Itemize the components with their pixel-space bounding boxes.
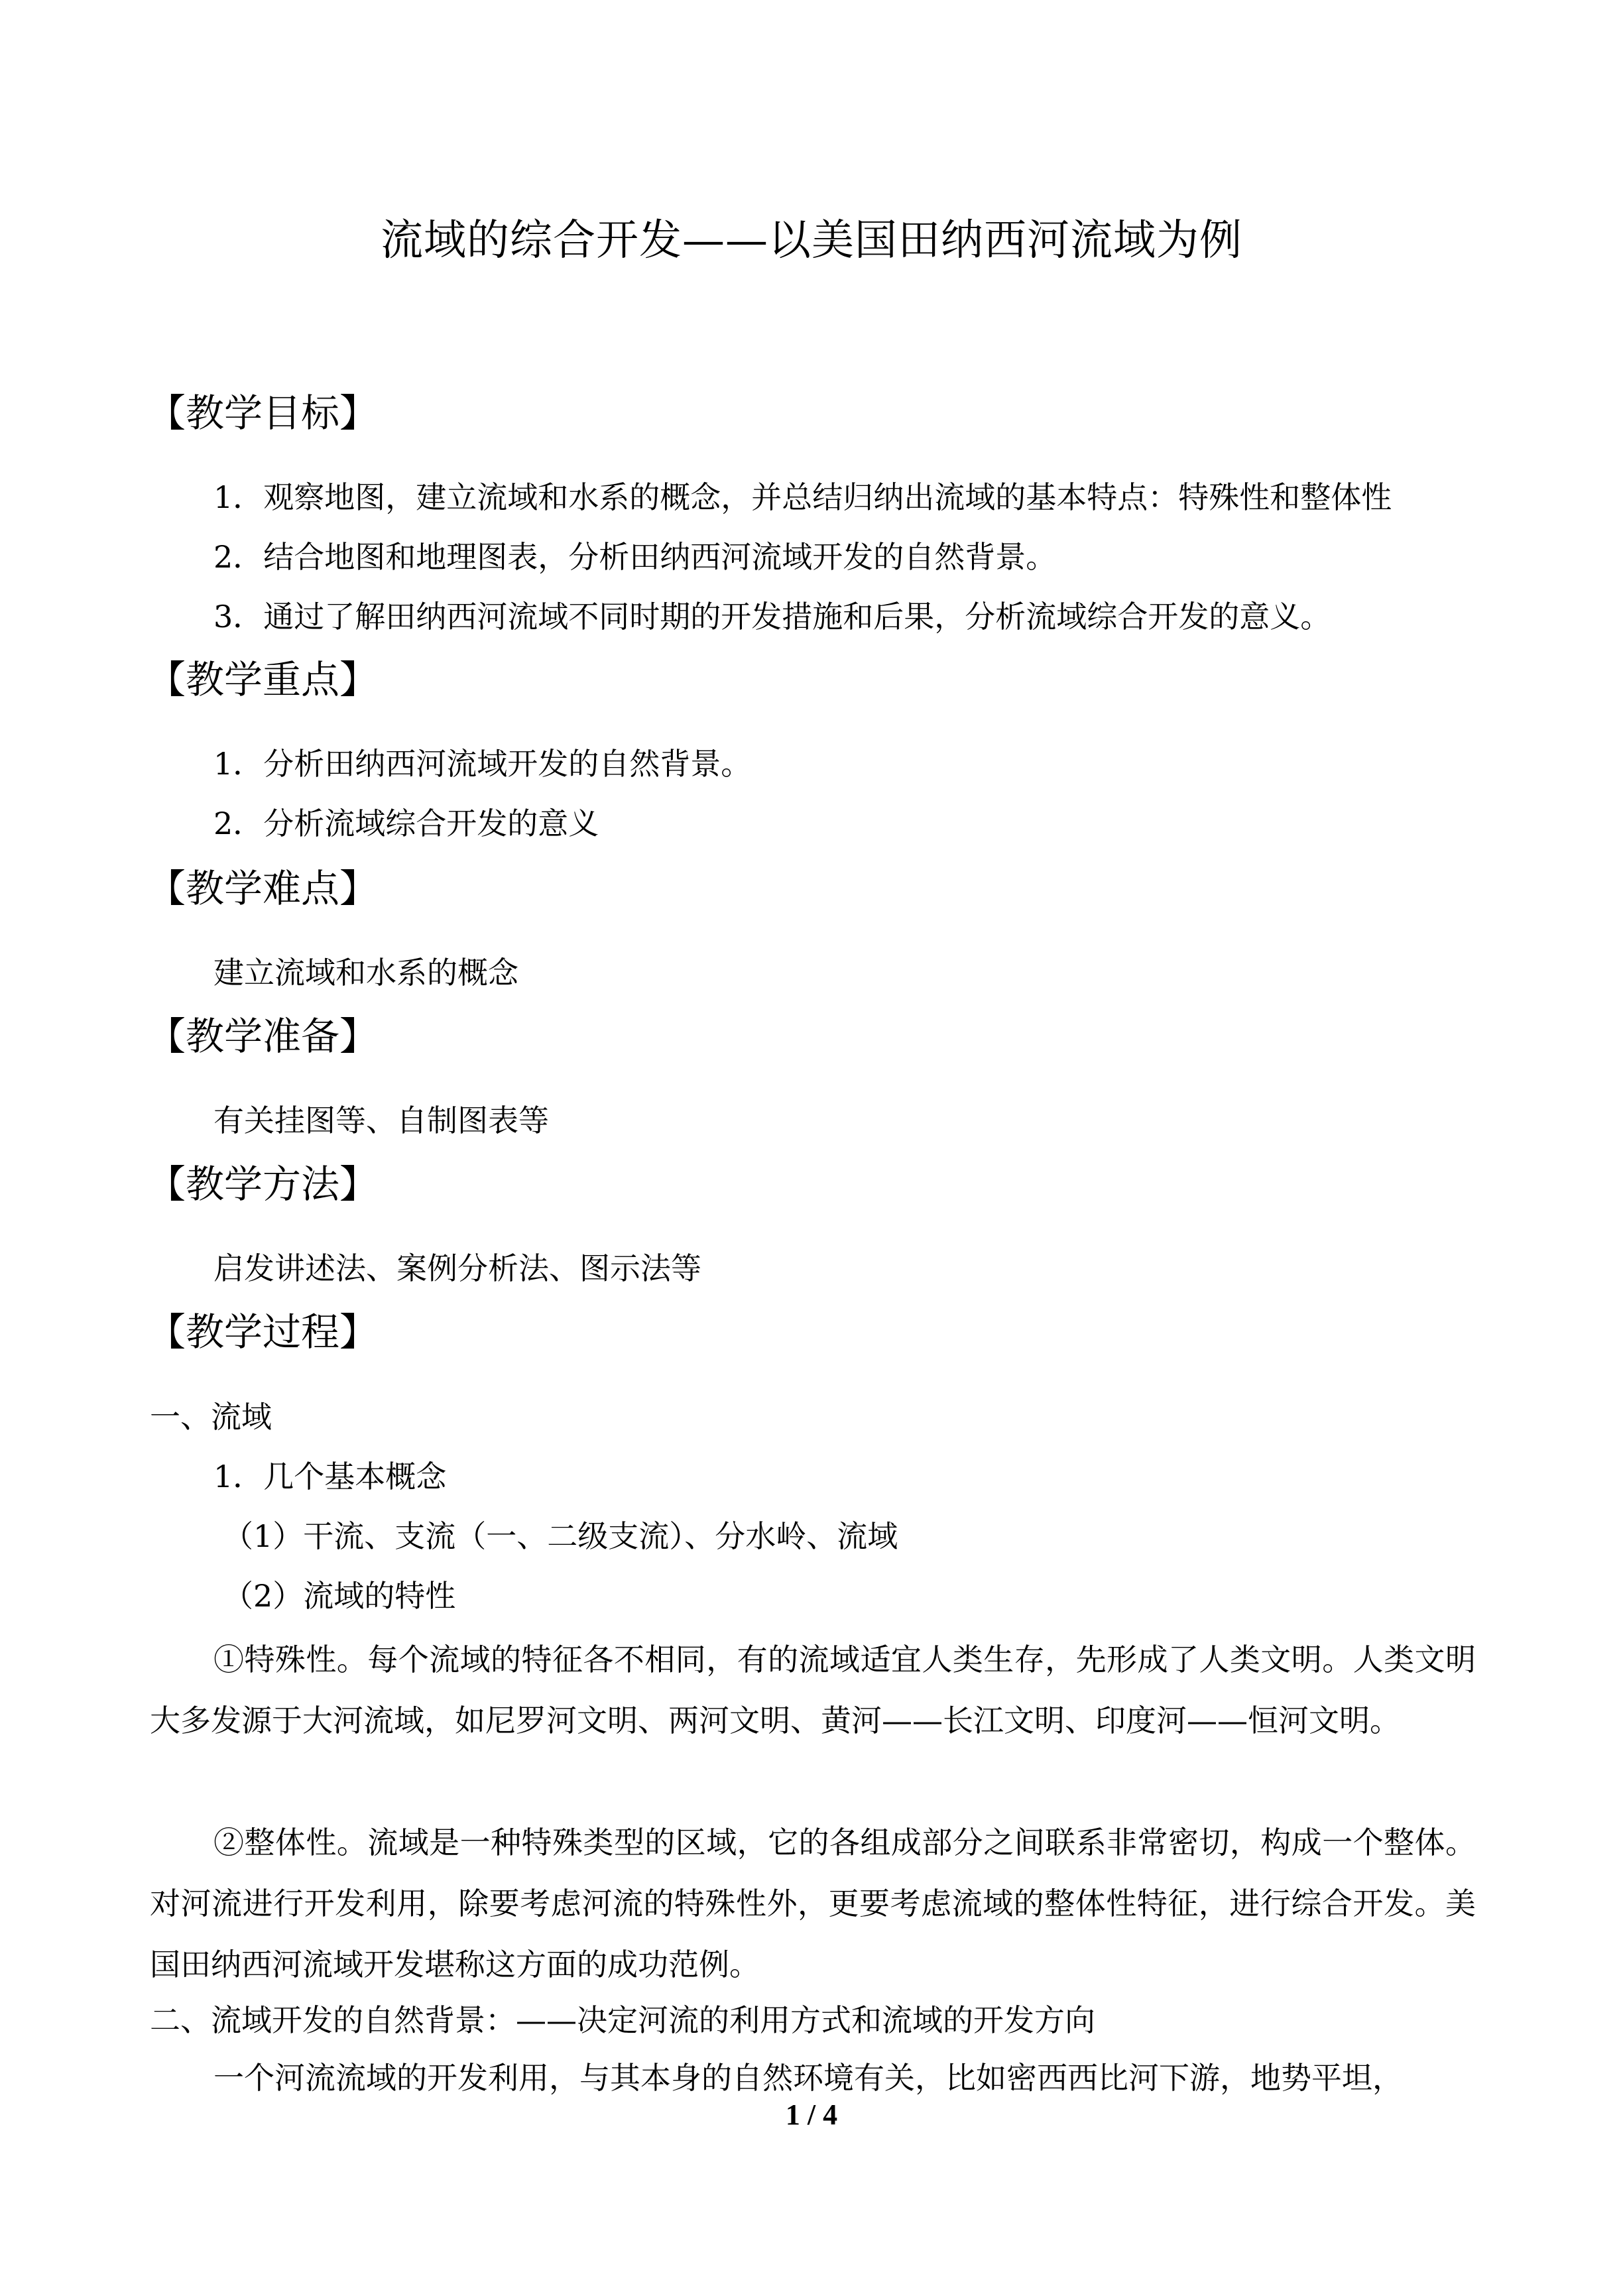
goal-item-3: 3．通过了解田纳西河流域不同时期的开发措施和后果，分析流域综合开发的意义。 [213,599,1331,634]
heading-key-points: 【教学重点】 [147,657,379,702]
paragraph-specialness: ①特殊性。每个流域的特征各不相同，有的流域适宜人类生存，先形成了人类文明。人类文明大多发源于大河流域，如尼罗河文明、两河文明、黄河——长江文明、印度河——恒河文明。 [150,1642,1476,1738]
subsection-1-1: （1）干流、支流（一、二级支流）、分水岭、流域 [223,1518,898,1554]
part1-title: 一、流域 [150,1399,272,1435]
part2-title: 二、流域开发的自然背景：——决定河流的利用方式和流域的开发方向 [150,2002,1095,2038]
heading-goals: 【教学目标】 [147,391,379,436]
heading-process: 【教学过程】 [147,1309,379,1355]
paragraph-part2: 一个河流流域的开发利用，与其本身的自然环境有关，比如密西西比河下游，地势平坦， [213,2060,1403,2096]
heading-preparation: 【教学准备】 [147,1014,379,1059]
preparation-text: 有关挂图等、自制图表等 [213,1103,549,1138]
key-point-item-2: 2．分析流域综合开发的意义 [213,806,599,841]
difficulties-text: 建立流域和水系的概念 [213,955,518,991]
page-title: 流域的综合开发——以美国田纳西河流域为例 [381,216,1242,265]
heading-difficulties: 【教学难点】 [147,866,379,911]
heading-methods: 【教学方法】 [147,1162,379,1207]
goal-item-1: 1．观察地图，建立流域和水系的概念，并总结归纳出流域的基本特点：特殊性和整体性 [213,479,1392,515]
page-number: 1 / 4 [785,2098,838,2131]
key-point-item-1: 1．分析田纳西河流域开发的自然背景。 [213,746,752,782]
subsection-1: 1．几个基本概念 [213,1459,447,1494]
goal-item-2: 2．结合地图和地理图表，分析田纳西河流域开发的自然背景。 [213,539,1057,575]
paragraph-wholeness: ②整体性。流域是一种特殊类型的区域，它的各组成部分之间联系非常密切，构成一个整体。对河流进行开发利用，除要考虑河流的特殊性外，更要考虑流域的整体性特征，进行综合开发。美国田纳西河流域开发堪称这方面的成功范例。 [150,1825,1476,1982]
subsection-1-2: （2）流域的特性 [223,1578,456,1614]
methods-text: 启发讲述法、案例分析法、图示法等 [213,1250,701,1286]
